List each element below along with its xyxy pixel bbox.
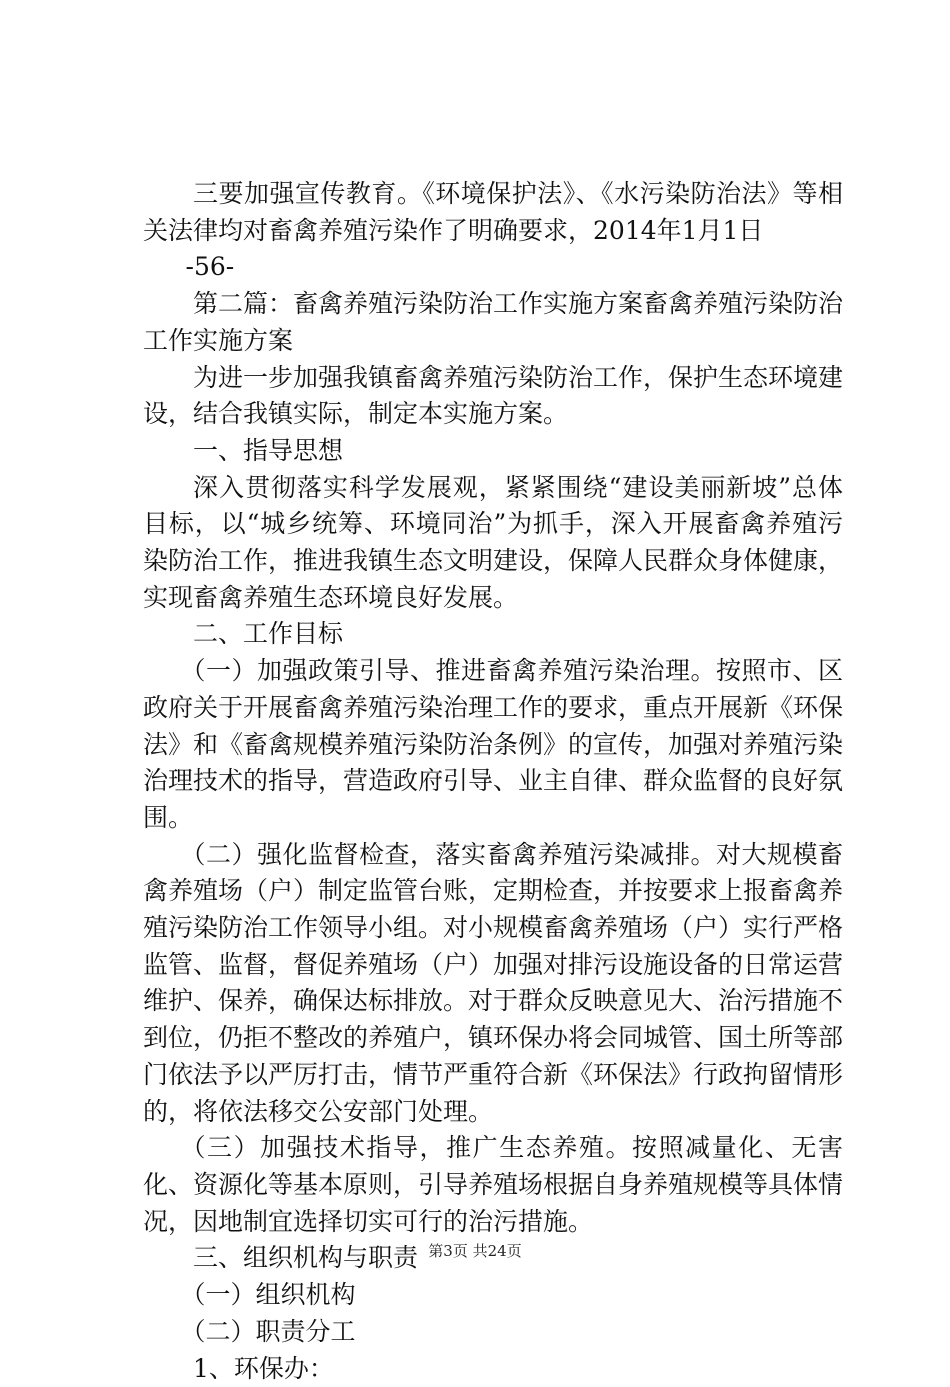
- paragraph-intro: 为进一步加强我镇畜禽养殖污染防治工作，保护生态环境建设，结合我镇实际，制定本实施方案。: [143, 360, 843, 433]
- item-environmental-office: 1、环保办：: [143, 1351, 843, 1387]
- section-title-second-article: 第二篇：畜禽养殖污染防治工作实施方案畜禽养殖污染防治工作实施方案: [143, 286, 843, 359]
- paragraph-guiding-ideology: 深入贯彻落实科学发展观，紧紧围绕“建设美丽新坡”总体目标，以“城乡统筹、环境同治”为抓手，深入开展畜禽养殖污染防治工作，推进我镇生态文明建设，保障人民群众身体健康，实现畜禽养殖生态环境良好发展。: [143, 470, 843, 617]
- subheading-responsibilities: （二）职责分工: [143, 1314, 843, 1351]
- inline-page-number: -56-: [143, 249, 843, 286]
- heading-work-goals: 二、工作目标: [143, 616, 843, 653]
- page-footer: 第3页 共24页: [0, 1240, 950, 1261]
- subheading-organization: （一）组织机构: [143, 1277, 843, 1314]
- paragraph-goal-2: （二）强化监督检查，落实畜禽养殖污染减排。对大规模畜禽养殖场（户）制定监管台账，定期检查，并按要求上报畜禽养殖污染防治工作领导小组。对小规模畜禽养殖场（户）实行严格监管、监督，督促养殖场（户）加强对排污设施设备的日常运营维护、保养，确保达标排放。对于群众反映意见大、治污措施不到位，仍拒不整改的养殖户，镇环保办将会同城管、国土所等部门依法予以严厉打击，情节严重符合新《环保法》行政拘留情形的，将依法移交公安部门处理。: [143, 837, 843, 1131]
- paragraph-publicity-education: 三要加强宣传教育。《环境保护法》、《水污染防治法》等相关法律均对畜禽养殖污染作了明确要求，2014年1月1日: [143, 176, 843, 249]
- heading-guiding-ideology: 一、指导思想: [143, 433, 843, 470]
- paragraph-goal-1: （一）加强政策引导、推进畜禽养殖污染治理。按照市、区政府关于开展畜禽养殖污染治理工作的要求，重点开展新《环保法》和《畜禽规模养殖污染防治条例》的宣传，加强对养殖污染治理技术的指导，营造政府引导、业主自律、群众监督的良好氛围。: [143, 653, 843, 837]
- heading-organization: 三、组织机构与职责: [143, 1240, 843, 1277]
- document-body: [143, 176, 843, 1387]
- paragraph-goal-3: （三）加强技术指导，推广生态养殖。按照减量化、无害化、资源化等基本原则，引导养殖场根据自身养殖规模等具体情况，因地制宜选择切实可行的治污措施。: [143, 1130, 843, 1240]
